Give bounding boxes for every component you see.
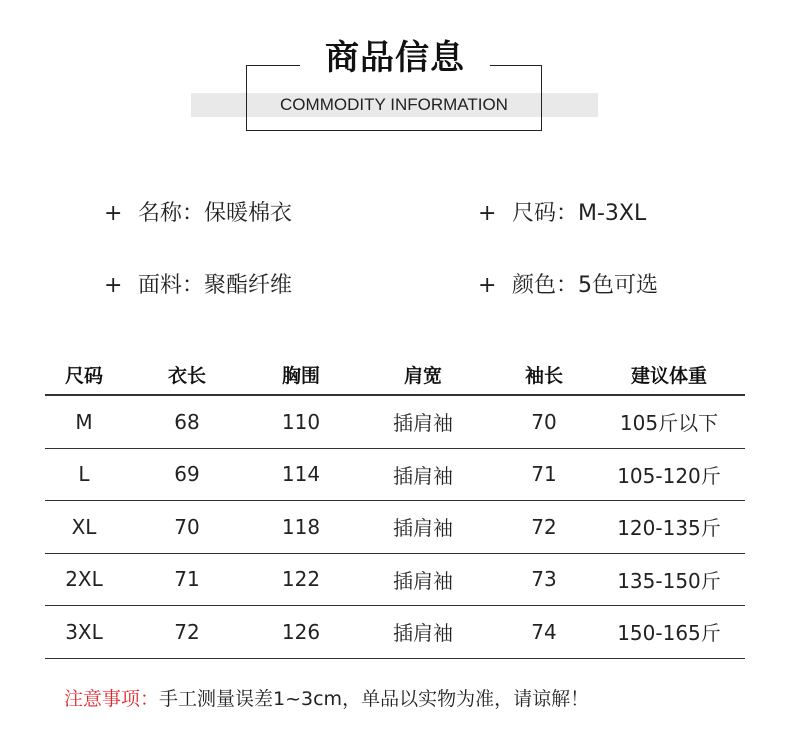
table-cell: 72 <box>531 514 557 539</box>
table-cell: 126 <box>281 619 321 644</box>
info-label: 名称： <box>138 201 205 226</box>
table-cell: 插肩袖 <box>393 621 453 646</box>
plus-icon: + <box>478 273 497 298</box>
table-cell: 3XL <box>65 619 103 644</box>
table-cell: 插肩袖 <box>393 568 453 593</box>
info-item-size <box>478 199 646 229</box>
table-cell: 70 <box>174 514 200 539</box>
page-title: 商品信息 <box>300 36 490 80</box>
table-cell: 73 <box>531 567 557 592</box>
table-row <box>45 554 745 607</box>
info-label: 面料： <box>138 273 205 298</box>
table-cell: 70 <box>531 409 557 434</box>
table-cell: 71 <box>174 567 200 592</box>
table-cell: 74 <box>531 619 557 644</box>
table-cell: 114 <box>281 462 321 487</box>
table-cell: 68 <box>174 409 200 434</box>
table-row <box>45 396 745 449</box>
measurement-note <box>64 685 589 713</box>
info-item-color <box>478 271 658 301</box>
table-cell: 135-150斤 <box>617 568 721 593</box>
plus-icon: + <box>104 273 123 298</box>
table-cell: 71 <box>531 462 557 487</box>
table-cell: XL <box>71 514 97 539</box>
header-cell: 建议体重 <box>630 365 707 387</box>
table-cell: 122 <box>281 567 321 592</box>
table-cell: 150-165斤 <box>617 621 721 646</box>
plus-icon: + <box>104 201 123 226</box>
table-row <box>45 501 745 554</box>
table-cell: L <box>78 462 90 487</box>
header-cell: 衣长 <box>167 365 206 387</box>
table-cell: 插肩袖 <box>393 516 453 541</box>
header-cell: 肩宽 <box>403 365 442 387</box>
size-table <box>45 355 745 659</box>
info-value: 聚酯纤维 <box>204 273 293 298</box>
info-value: M-3XL <box>578 201 647 226</box>
info-item-fabric <box>104 271 292 301</box>
table-cell: 插肩袖 <box>393 411 453 436</box>
info-value: 5色可选 <box>578 273 659 298</box>
info-label: 尺码： <box>512 201 579 226</box>
table-cell: M <box>75 409 93 434</box>
header-cell: 袖长 <box>524 365 563 387</box>
plus-icon: + <box>478 201 497 226</box>
note-warning-label: 注意事项： <box>64 688 160 710</box>
table-cell: 110 <box>281 409 321 434</box>
table-cell: 105-120斤 <box>617 463 721 488</box>
info-value: 保暖棉衣 <box>204 201 293 226</box>
info-label: 颜色： <box>512 273 579 298</box>
header-cell: 尺码 <box>64 365 103 387</box>
table-cell: 72 <box>174 619 200 644</box>
info-item-name <box>104 199 292 229</box>
table-cell: 69 <box>174 462 200 487</box>
table-row <box>45 449 745 502</box>
page-subtitle: COMMODITY INFORMATION <box>280 95 508 114</box>
table-cell: 118 <box>281 514 321 539</box>
table-cell: 120-135斤 <box>617 516 721 541</box>
header-cell: 胸围 <box>281 365 320 387</box>
table-cell: 105斤以下 <box>619 411 719 436</box>
table-cell: 插肩袖 <box>393 463 453 488</box>
table-row <box>45 606 745 659</box>
table-cell: 2XL <box>65 567 103 592</box>
note-text: 手工测量误差1~3cm，单品以实物为准，请谅解！ <box>159 688 590 710</box>
table-header-row <box>45 355 745 396</box>
